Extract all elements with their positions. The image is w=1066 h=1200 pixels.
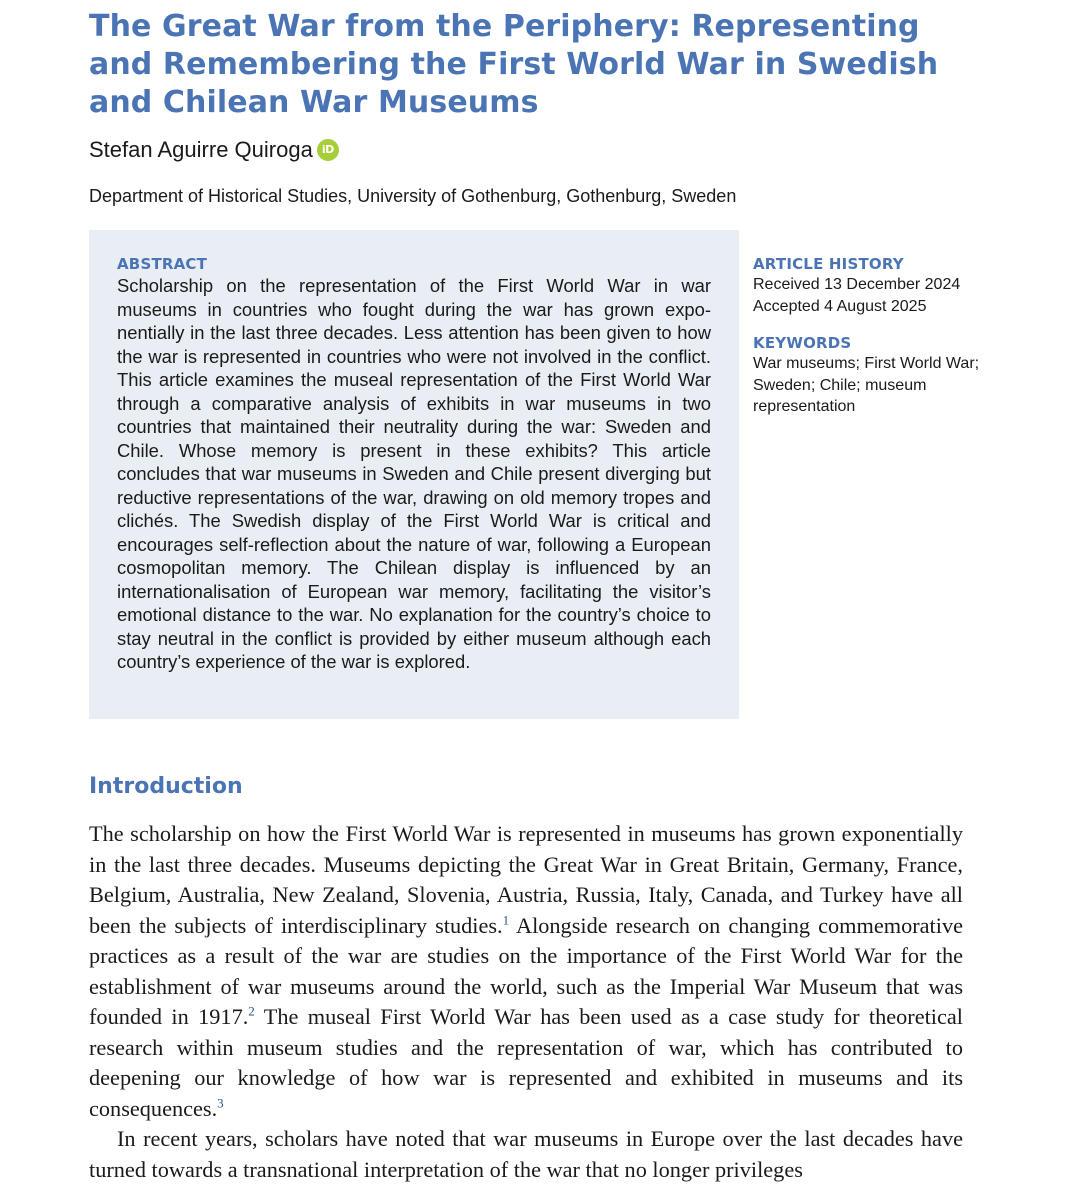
keywords-list: War museums; First World War; Sweden; Chile; museum representation: [753, 355, 980, 415]
footnote-ref-1[interactable]: 1: [502, 912, 510, 928]
introduction-heading: Introduction: [89, 774, 243, 799]
article-title: The Great War from the Periphery: Representing and Remembering the First World War in Swedish and Chilean War Museums: [89, 9, 939, 120]
author-affiliation: Department of Historical Studies, University of Gothenburg, Gothenburg, Sweden: [89, 186, 737, 206]
abstract-content: [117, 254, 711, 674]
received-date: Received 13 December 2024: [753, 276, 961, 293]
paragraph-text: The scholarship on how the First World War is represented in museums has grown exponentially in the last three decades. Museums depicting the Great War in Great Britain, Germany, France, Belgium, Australia, New Zealand, Slovenia, Austria, Russia, Italy, Canada, and Turkey have all been the subjects of interdisciplinary studies.: [89, 821, 963, 938]
author-name: Stefan Aguirre Quiroga: [89, 137, 313, 162]
abstract-text: Scholarship on the representation of the First World War in war museums in countries who fought during the war has grown exponentially in the last three decades. Less attention has been given to how the war is represented in countries who were not involved in the conflict. This article examines the museal representation of the First World War through a comparative analysis of exhibits in war museums in two countries that maintained their neutrality during the war: Sweden and Chile. Whose memory is present in these exhibits? This article concludes that war museums in Sweden and Chile present diverging but reductive representations of the war, drawing on old memory tropes and clichés. The Swedish display of the First World War is critical and encourages self-reflection about the nature of war, following a European cosmopolitan memory. The Chilean display is influenced by an internationalisation of European war memory, facilitating the visitor’s emotional distance to the war. No explanation for the country’s choice to stay neutral in the conflict is provided by either museum although each country’s experience of the war is explored.: [117, 275, 711, 672]
footnote-ref-2[interactable]: 2: [248, 1003, 255, 1019]
abstract-heading: ABSTRACT: [117, 255, 208, 273]
article-history-heading: ARTICLE HISTORY: [753, 255, 904, 273]
author-line: [89, 136, 339, 164]
paragraph-text: The museal First World War has been used as a case study for theoretical research within museum studies and the representation of war, which has contributed to deepening our knowledge of how war is represented and exhibited in museums and its consequences.: [89, 1004, 963, 1121]
orcid-icon[interactable]: iD: [317, 139, 339, 161]
footnote-ref-3[interactable]: 3: [217, 1095, 224, 1111]
accepted-date: Accepted 4 August 2025: [753, 297, 927, 315]
abstract-box: [89, 230, 739, 719]
introduction-paragraph-1: [89, 819, 963, 1124]
article-sidebar: [753, 254, 993, 418]
paragraph-text: Alongside research on changing commemorative practices as a result of the war are studies on the importance of the First World War for the establishment of war museums around the world, such as the Imperial War Museum that was founded in 1917.: [89, 912, 963, 1029]
introduction-body: [89, 819, 963, 1185]
keywords-heading: KEYWORDS: [753, 334, 852, 352]
introduction-paragraph-2: In recent years, scholars have noted that war museums in Europe over the last decades have turned towards a transnational interpretation of the war that no longer privileges: [89, 1126, 963, 1182]
